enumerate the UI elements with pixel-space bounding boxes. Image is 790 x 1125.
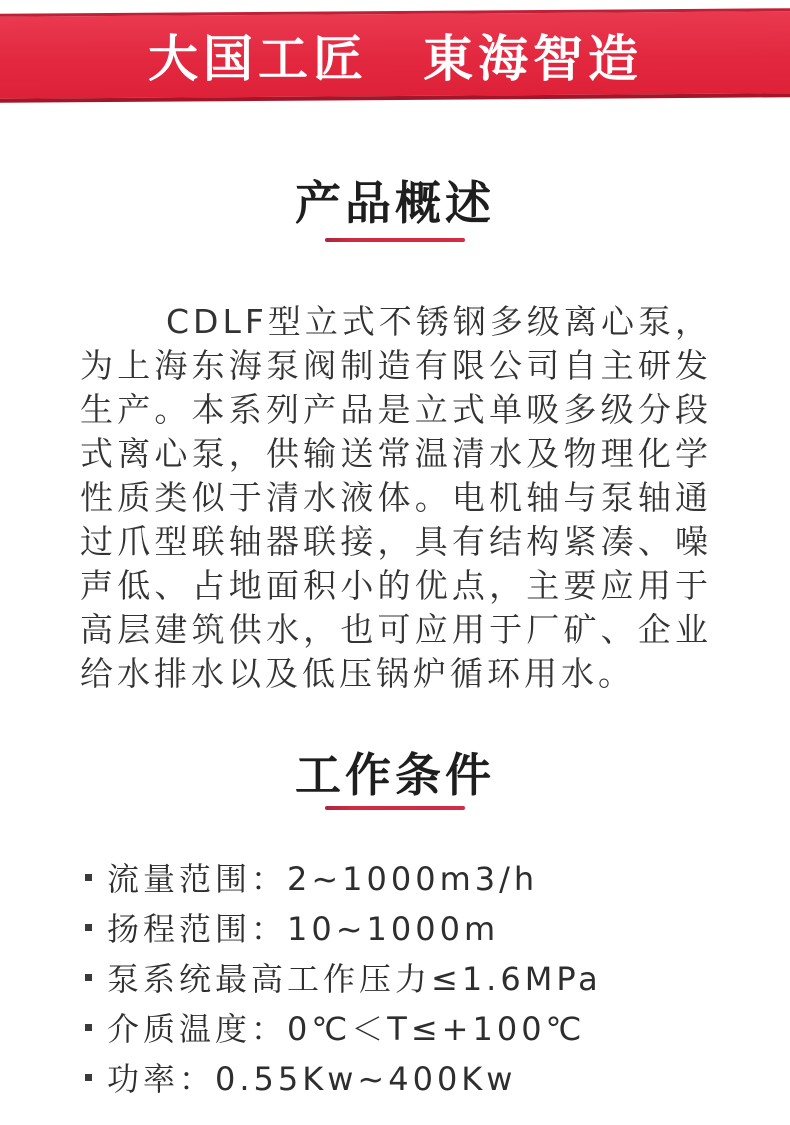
bullet-icon [85,1074,92,1081]
brand-banner [0,8,790,103]
section-heading-conditions: 工作条件 [295,748,495,802]
bullet-icon [85,874,92,881]
banner-title: 大国工匠 東海智造 [147,30,643,89]
bullet-icon [85,1024,92,1031]
list-item-max-pressure [85,952,750,1002]
list-item-label: 流量范围：2~1000m3/h [107,860,539,898]
overview-heading-underline-icon [325,238,465,242]
conditions-heading-underline-icon [325,806,465,810]
section-heading-overview: 产品概述 [295,176,495,230]
list-item-label: 泵系统最高工作压力≤1.6MPa [107,960,602,998]
bullet-icon [85,924,92,931]
working-conditions-list [85,852,750,1102]
list-item-power-range [85,1052,750,1102]
list-item-medium-temperature [85,1002,750,1052]
list-item-head-range [85,902,750,952]
product-overview-paragraph: CDLF型立式不锈钢多级离心泵，为上海东海泵阀制造有限公司自主研发生产。本系列产品是立式单吸多级分段式离心泵，供输送常温清水及物理化学性质类似于清水液体。电机轴与泵轴通过爪型联轴器联接，具有结构紧凑、噪声低、占地面积小的优点，主要应用于高层建筑供水，也可应用于厂矿、企业给水排水以及低压锅炉循环用水。 [80,302,712,693]
list-item-label: 扬程范围：10~1000m [107,910,500,948]
bullet-icon [85,974,92,981]
list-item-label: 功率：0.55Kw~400Kw [107,1060,517,1098]
list-item-label: 介质温度：0℃＜T≤+100℃ [107,1010,586,1048]
list-item-flow-range [85,852,750,902]
